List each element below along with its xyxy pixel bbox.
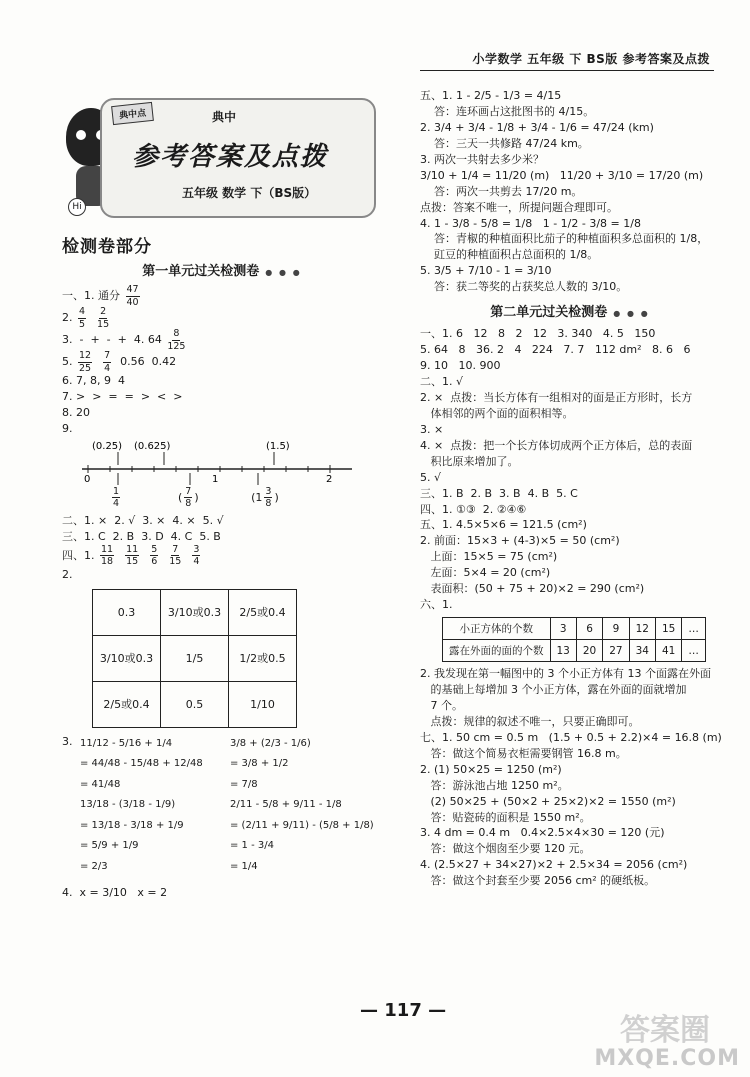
table-cell: 15 xyxy=(656,618,682,640)
u2b-line: 答：做这个简易衣柜需要钢管 16.8 m。 xyxy=(420,746,627,760)
table-cell: 41 xyxy=(656,640,682,662)
answer-1-9: 9. xyxy=(62,421,73,435)
u2b-line: 答：做这个烟囱至少要 120 元。 xyxy=(420,842,591,856)
banner-title: 参考答案及点拨 xyxy=(132,142,329,172)
u2b-line: 4. (2.5×27 + 34×27)×2 + 2.5×34 = 2056 (cm²) xyxy=(420,858,688,872)
table-cell: 3/10或0.3 xyxy=(161,589,229,635)
nl-tick-label: 1 xyxy=(212,473,219,485)
table-cell: 13 xyxy=(550,640,576,662)
answer-5-4: 4. 1 - 3/8 - 5/8 = 1/8 1 - 1/2 - 3/8 = 1/8 xyxy=(420,216,641,230)
u2b-line: 答：贴瓷砖的面积是 1550 m²。 xyxy=(420,810,591,824)
table-cell: 0.3 xyxy=(93,589,161,635)
u2-line: 一、1. 6 12 8 2 12 3. 340 4. 5 150 xyxy=(420,327,656,341)
answer-5-3-ans: 答：两次一共剪去 17/20 m。 xyxy=(434,184,583,198)
cube-table xyxy=(442,617,706,662)
u2-line: 表面积：(50 + 75 + 20)×2 = 290 (cm²) xyxy=(420,582,645,596)
table-cell: 2/5或0.4 xyxy=(93,681,161,727)
table-cell: 34 xyxy=(629,640,655,662)
banner-subtitle: 五年级 数学 下（BS版） xyxy=(182,186,317,200)
calc-right xyxy=(230,734,380,878)
answer-5-2: 2. 3/4 + 3/4 - 1/8 + 3/4 - 1/6 = 47/24 (km) xyxy=(420,120,654,134)
u2-line: 9. 10 10. 900 xyxy=(420,359,501,373)
table-cell: 2/5或0.4 xyxy=(229,589,297,635)
table-cell: 3 xyxy=(550,618,576,640)
answer-1-8: 8. 20 xyxy=(62,405,90,419)
table-row xyxy=(443,618,706,640)
section-title: 检测卷部分 xyxy=(62,237,152,257)
answer-equation: 4. x = 3/10 x = 2 xyxy=(62,886,168,900)
calc-step: 13/18 - (3/18 - 1/9) xyxy=(80,799,176,811)
table-cell: 0.5 xyxy=(161,681,229,727)
right-column xyxy=(420,88,720,889)
u2b-line: 7 个。 xyxy=(420,698,463,712)
brand-logo-small: 典中 xyxy=(212,110,237,124)
header-rule xyxy=(420,70,714,71)
left-column xyxy=(62,258,382,901)
answer-5-4-ans: 答：青椒的种植面积比茄子的种植面积多总面积的 1/8， xyxy=(434,232,709,246)
answer-5-4-ans2: 豇豆的种植面积占总面积的 1/8。 xyxy=(434,248,599,262)
calc-step: = 41/48 xyxy=(80,778,121,790)
answer-5-5-ans: 答：获二等奖的占获奖总人数的 3/10。 xyxy=(434,280,628,294)
mascot-eye-left xyxy=(74,128,88,142)
calc-step: = 3/8 + 1/2 xyxy=(230,758,289,770)
calc-step: 11/12 - 5/16 + 1/4 xyxy=(80,737,173,749)
u2-line: 二、1. √ xyxy=(420,375,464,388)
table-cell: 6 xyxy=(576,618,602,640)
u2-line: 五、1. 4.5×5×6 = 121.5 (cm²) xyxy=(420,518,587,532)
u2b-line: 2. 我发现在第一幅图中的 3 个小正方体有 13 个面露在外面 xyxy=(420,667,711,681)
calc-left xyxy=(80,734,230,878)
table-cell: 1/2或0.5 xyxy=(229,635,297,681)
table-cell: 1/5 xyxy=(161,635,229,681)
calc-step: 3/8 + (2/3 - 1/6) xyxy=(230,737,311,749)
nl-tick-label: 0 xyxy=(84,473,91,485)
u2b-line: 的基础上每增加 3 个小正方体，露在外面的面就增加 xyxy=(420,683,687,696)
u2b-line: 2. (1) 50×25 = 1250 (m²) xyxy=(420,762,562,776)
answer-5-1: 五、1. 1 - 2/5 - 1/3 = 4/15 xyxy=(420,89,562,102)
u2-line: 四、1. ①③ 2. ②④⑥ xyxy=(420,502,527,516)
u2-line: 左面：5×4 = 20 (cm²) xyxy=(420,566,551,580)
watermark-logo: 答案圈 xyxy=(620,1013,710,1048)
page-number: — 117 — xyxy=(360,1000,447,1021)
table-cell: 9 xyxy=(603,618,629,640)
u2-line: 2. 前面：15×3 + (4-3)×5 = 50 (cm²) xyxy=(420,534,620,548)
calc-step: 2/11 - 5/8 + 9/11 - 1/8 xyxy=(230,799,342,811)
nl-top-label: (1.5) xyxy=(266,440,290,452)
calc-step: = 1/4 xyxy=(230,860,258,872)
u2-line: 六、1. xyxy=(420,598,453,612)
answer-2: 二、1. × 2. √ 3. × 4. × 5. √ xyxy=(62,513,224,527)
answer-4-1: 四、1. $\frac{11}{18}$ $\frac{11}{15}$ $\frac{5}{6}$ $\frac{7}{15}$ $\frac{3}{4}$ xyxy=(62,543,200,568)
u2b-line: 3. 4 dm = 0.4 m 0.4×2.5×4×30 = 120 (元) xyxy=(420,826,665,840)
nl-bottom-labels: $\frac{1}{4}$ ( $\frac{7}{8}$ ) (1 $\frac{3}{8}$ ) xyxy=(113,485,279,510)
calc-step: = 44/48 - 15/48 + 12/48 xyxy=(80,758,203,770)
calc-step: = 1 - 3/4 xyxy=(230,840,274,852)
u2b-line: 答：做这个封套至少要 2056 cm² 的硬纸板。 xyxy=(420,874,656,888)
table-row xyxy=(93,635,297,681)
table-row xyxy=(443,640,706,662)
calc-step: = 5/9 + 1/9 xyxy=(80,840,139,852)
u2-line: 5. 64 8 36. 2 4 224 7. 7 112 dm² 8. 6 6 xyxy=(420,343,691,357)
title-banner xyxy=(62,88,382,228)
magic-square-table xyxy=(92,589,297,728)
answer-5-5: 5. 3/5 + 7/10 - 1 = 3/10 xyxy=(420,264,552,278)
answer-1-7: 7. > > = = > < > xyxy=(62,389,183,403)
nl-tick-label: 2 xyxy=(326,473,333,485)
u2-line: 5. √ xyxy=(420,470,442,484)
answer-1-2: 2. $\frac{4}{5}$ $\frac{2}{15}$ xyxy=(62,306,110,330)
watermark-url: MXQE.COM xyxy=(594,1046,740,1071)
calc-step: = 7/8 xyxy=(230,778,258,790)
calc-step: = 2/3 xyxy=(80,860,108,872)
u2-line: 2. × 点拨：当长方体有一组相对的面是正方形时，长方 xyxy=(420,390,693,404)
table-cell: 3/10或0.3 xyxy=(93,635,161,681)
u2-line: 体相邻的两个面的面积相等。 xyxy=(420,406,574,420)
calc-step: = 13/18 - 3/18 + 1/9 xyxy=(80,819,184,831)
answer-1-6: 6. 7, 8, 9 4 xyxy=(62,374,125,387)
nl-top-label: (0.625) xyxy=(134,440,171,452)
table-cell: 小正方体的个数 xyxy=(443,618,551,640)
table-cell: 12 xyxy=(629,618,655,640)
answer-5-2-ans: 答：三天一共修路 47/24 km。 xyxy=(434,136,589,150)
u2b-line: (2) 50×25 + (50×2 + 25×2)×2 = 1550 (m²) xyxy=(420,794,676,808)
table-cell: … xyxy=(682,618,706,640)
nl-top-label: (0.25) xyxy=(92,440,123,452)
answer-5-3-calc: 3/10 + 1/4 = 11/20 (m) 11/20 + 3/10 = 17/20 (m) xyxy=(420,168,704,182)
u2-line: 三、1. B 2. B 3. B 4. B 5. C xyxy=(420,486,578,500)
calc-block xyxy=(62,734,382,878)
table-cell: 1/10 xyxy=(229,681,297,727)
running-header: 小学数学 五年级 下 BS版 参考答案及点拨 xyxy=(472,52,710,66)
table-cell: 露在外面的面的个数 xyxy=(443,640,551,662)
u2-line: 上面：15×5 = 75 (cm²) xyxy=(420,550,558,564)
calc-step: = (2/11 + 9/11) - (5/8 + 1/8) xyxy=(230,819,374,831)
answer-1-3: 3. - + - + 4. 64 $\frac{8}{125}$ xyxy=(62,328,186,352)
answer-4-2-label: 2. xyxy=(62,567,73,581)
u2b-line: 七、1. 50 cm = 0.5 m (1.5 + 0.5 + 2.2)×4 = 16.8 (m) xyxy=(420,730,722,744)
u2-line: 3. × xyxy=(420,422,444,436)
answer-1-5: 5. $\frac{12}{25}$ $\frac{7}{4}$ 0.56 0.42 xyxy=(62,350,177,374)
brand-logo: 典中点 xyxy=(111,102,154,125)
u2-line: 积比原来增加了。 xyxy=(420,454,519,468)
table-cell: … xyxy=(682,640,706,662)
calc-label: 3. xyxy=(62,734,73,748)
answer-5-3-tip: 点拨：答案不唯一，所提问题合理即可。 xyxy=(420,200,618,214)
table-cell: 20 xyxy=(576,640,602,662)
u2b-line: 点拨：规律的叙述不唯一，只要正确即可。 xyxy=(420,714,640,728)
mascot-badge: Hi xyxy=(68,198,86,216)
unit2-title: 第二单元过关检测卷 ● ● ● xyxy=(490,305,650,321)
table-cell: 27 xyxy=(603,640,629,662)
u2-line: 4. × 点拨：把一个长方体切成两个正方体后，总的表面 xyxy=(420,438,693,452)
u2b-line: 答：游泳池占地 1250 m²。 xyxy=(420,778,569,792)
answer-5-3: 3. 两次一共射去多少米？ xyxy=(420,152,544,166)
table-row xyxy=(93,589,297,635)
answer-5-1-ans: 答：连环画占这批图书的 4/15。 xyxy=(434,104,595,118)
answer-3: 三、1. C 2. B 3. D 4. C 5. B xyxy=(62,529,221,543)
answer-1-1: 一、1. 通分 $\frac{47}{40}$ xyxy=(62,284,139,308)
unit1-title: 第一单元过关检测卷 ● ● ● xyxy=(142,264,302,279)
table-row xyxy=(93,681,297,727)
